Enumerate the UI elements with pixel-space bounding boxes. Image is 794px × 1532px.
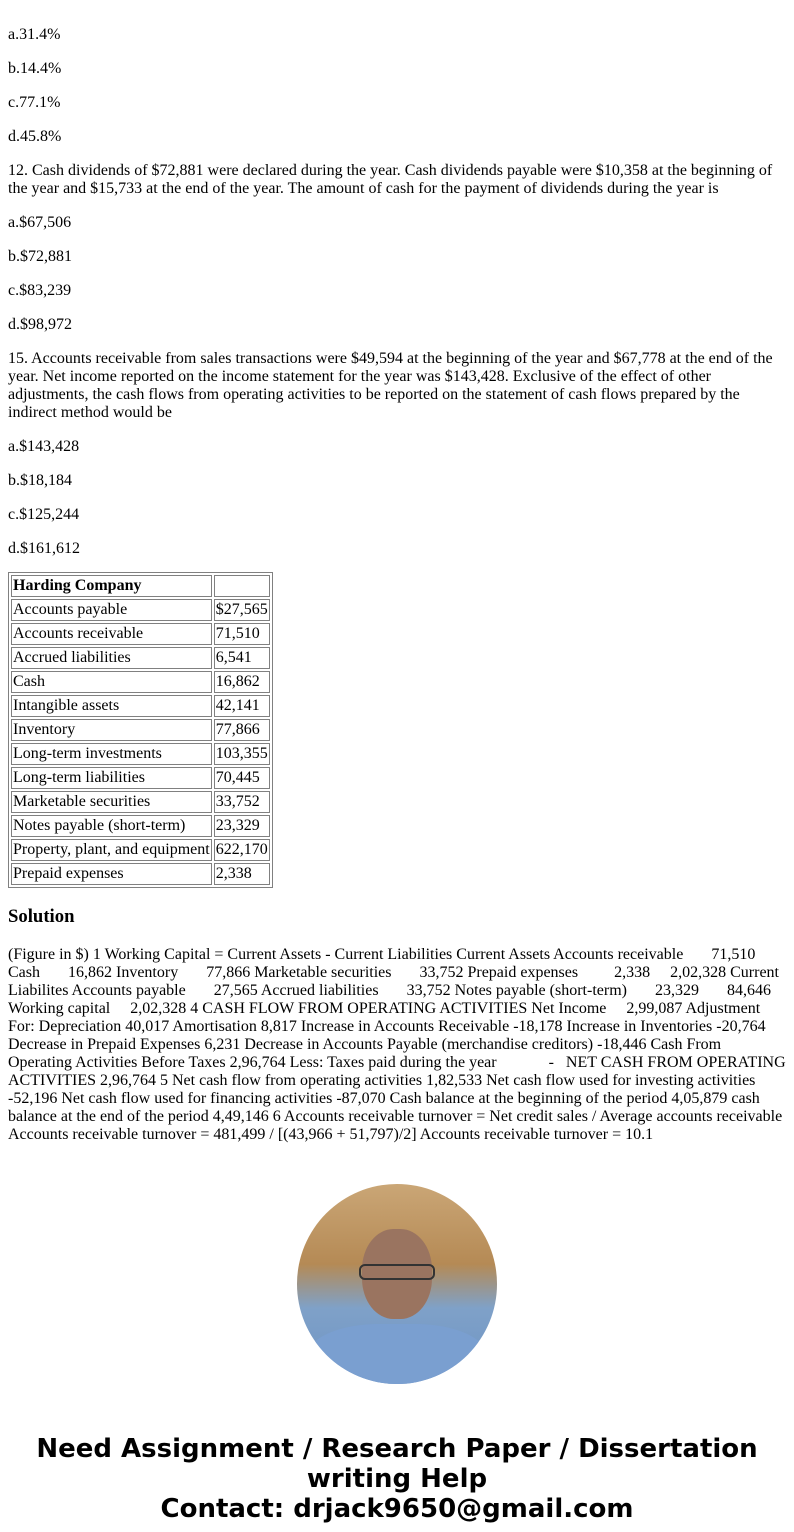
option: b.14.4%: [8, 60, 62, 77]
table-row: [11, 647, 270, 669]
row-label: Notes payable (short-term): [11, 815, 212, 837]
option: b.$72,881: [8, 248, 72, 265]
author-photo: [297, 1184, 497, 1384]
question-11-options: [8, 26, 786, 146]
row-label: Long-term liabilities: [11, 767, 212, 789]
option: a.$143,428: [8, 438, 80, 455]
table-row: [11, 695, 270, 717]
table-row: [11, 599, 270, 621]
row-label: Intangible assets: [11, 695, 212, 717]
cut-off-line: [8, 8, 786, 10]
row-label: Marketable securities: [11, 791, 212, 813]
row-label: Long-term investments: [11, 743, 212, 765]
table-row: [11, 719, 270, 741]
row-label: Accounts receivable: [11, 623, 212, 645]
question-12: 12. Cash dividends of $72,881 were declared during the year. Cash dividends payable were $10,358 at the beginning of the year and $15,733 at the end of the year. The amount of cash for the payment of dividends during the year is: [8, 162, 773, 197]
row-label: Property, plant, and equipment: [11, 839, 212, 861]
row-label: Accounts payable: [11, 599, 212, 621]
table-row: [11, 863, 270, 885]
option: a.31.4%: [8, 26, 61, 43]
table-row: [11, 791, 270, 813]
option: c.$83,239: [8, 282, 72, 299]
option: c.$125,244: [8, 506, 80, 523]
solution-text: (Figure in $) 1 Working Capital = Current Assets - Current Liabilities Current Assets Accounts receivable 71,510 Cash 16,862 Inventory 77,866 Marketable securities 33,752 Prepaid expenses 2,338 2,02,328 Current Liabilites Accounts payable 27,565 Accrued liabilities 33,752 Notes payable (short-term) 23,329 84,646 Working capital 2,02,328 4 CASH FLOW FROM OPERATING ACTIVITIES Net Income 2,99,087 Adjustment For: Depreciation 40,017 Amortisation 8,817 Increase in Accounts Receivable -18,178 Increase in Inventories -20,764 Decrease in Prepaid Expenses 6,231 Decrease in Accounts Payable (merchandise creditors) -18,446 Cash From Operating Activities Before Taxes 2,96,764 Less: Taxes paid during the year - NET CASH FROM OPERATING ACTIVITIES 2,96,764 5 Net cash flow from operating activities 1,82,533 Net cash flow used for investing activities -52,196 Net cash flow used for financing activities -87,070 Cash balance at the beginning of the period 4,05,879 cash balance at the end of the period 4,49,146 6 Accounts receivable turnover = Net credit sales / Average accounts receivable Accounts receivable turnover = 481,499 / [(43,966 + 51,797)/2] Accounts receivable turnover = 10.1: [8, 946, 789, 1143]
row-value: 42,141: [214, 695, 270, 717]
table-header-row: [11, 575, 270, 597]
table-row: [11, 623, 270, 645]
option: d.45.8%: [8, 128, 62, 145]
footer-contact: Contact: drjack9650@gmail.com: [160, 1494, 634, 1524]
table-row: [11, 671, 270, 693]
row-value: 103,355: [214, 743, 270, 765]
row-value: 77,866: [214, 719, 270, 741]
table-title: Harding Company: [11, 575, 212, 597]
harding-company-table: [8, 572, 273, 888]
row-value: 70,445: [214, 767, 270, 789]
row-value: 16,862: [214, 671, 270, 693]
row-value: $27,565: [214, 599, 270, 621]
row-value: 33,752: [214, 791, 270, 813]
row-value: 6,541: [214, 647, 270, 669]
row-label: Cash: [11, 671, 212, 693]
option: d.$98,972: [8, 316, 72, 333]
option: a.$67,506: [8, 214, 72, 231]
table-row: [11, 839, 270, 861]
solution-heading: Solution: [8, 906, 75, 927]
row-value: 71,510: [214, 623, 270, 645]
row-value: 2,338: [214, 863, 270, 885]
row-value: 622,170: [214, 839, 270, 861]
row-label: Prepaid expenses: [11, 863, 212, 885]
table-row: [11, 815, 270, 837]
row-label: Inventory: [11, 719, 212, 741]
question-15: 15. Accounts receivable from sales transactions were $49,594 at the beginning of the year and $67,778 at the end of the year. Net income reported on the income statement for the year was $143,428. Exclusive of the effect of other adjustments, the cash flows from operating activities to be reported on the statement of cash flows prepared by the indirect method would be: [8, 350, 773, 421]
table-row: [11, 743, 270, 765]
option: b.$18,184: [8, 472, 72, 489]
option: c.77.1%: [8, 94, 61, 111]
option: d.$161,612: [8, 540, 80, 557]
footer-ad: [8, 1434, 786, 1524]
row-value: 23,329: [214, 815, 270, 837]
table-row: [11, 767, 270, 789]
footer-help-text: Need Assignment / Research Paper / Dissertation writing Help: [36, 1434, 758, 1494]
row-label: Accrued liabilities: [11, 647, 212, 669]
